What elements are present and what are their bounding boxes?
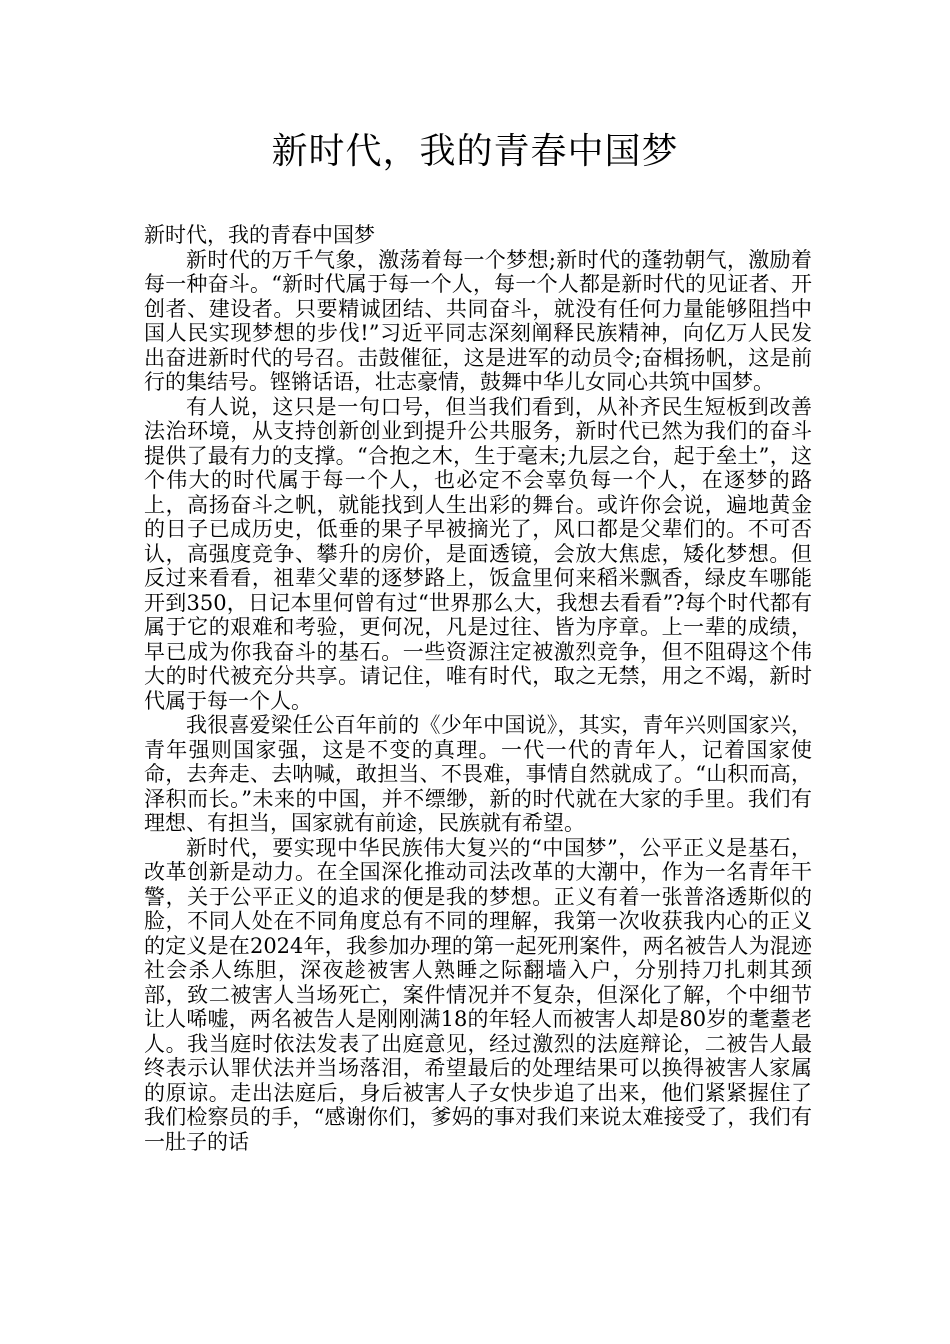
document-title: 新时代，我的青春中国梦 bbox=[271, 131, 679, 172]
document-body bbox=[144, 223, 812, 1154]
document-subtitle: 新时代，我的青春中国梦 bbox=[144, 223, 375, 247]
paragraph-1: 新时代的万千气象，激荡着每一个梦想;新时代的蓬勃朝气，激励着每一种奋斗。“新时代属于每一个人，每一个人都是新时代的见证者、开创者、建设者。只要精诚团结、共同奋斗，就没有任何力量能够阻挡中国人民实现梦想的步伐!”习近平同志深刻阐释民族精神，向亿万人民发出奋进新时代的号召。击鼓催征，这是进军的动员令;奋楫扬帆，这是前行的集结号。铿锵话语，壮志豪情，鼓舞中华儿女同心共筑中国梦。 bbox=[144, 247, 812, 394]
paragraph-3: 我很喜爱梁任公百年前的《少年中国说》，其实，青年兴则国家兴，青年强则国家强，这是不变的真理。一代一代的青年人，记着国家使命，去奔走、去呐喊，敢担当、不畏难，事情自然就成了。“山积而高，泽积而长。”未来的中国，并不缥缈，新的时代就在大家的手里。我们有理想、有担当，国家就有前途，民族就有希望。 bbox=[144, 713, 812, 835]
paragraph-2: 有人说，这只是一句口号，但当我们看到，从补齐民生短板到改善法治环境，从支持创新创业到提升公共服务，新时代已然为我们的奋斗提供了最有力的支撑。“合抱之木，生于毫末;九层之台，起于垒土”，这个伟大的时代属于每一个人，也必定不会辜负每一个人，在逐梦的路上，高扬奋斗之帆，就能找到人生出彩的舞台。或许你会说，遍地黄金的日子已成历史，低垂的果子早被摘光了，风口都是父辈们的。不可否认，高强度竞争、攀升的房价，是面透镜，会放大焦虑，矮化梦想。但反过来看看，祖辈父辈的逐梦路上，饭盒里何来稻米飘香，绿皮车哪能开到350，日记本里何曾有过“世界那么大，我想去看看”?每个时代都有属于它的艰难和考验，更何况，凡是过往、皆为序章。上一辈的成绩，早已成为你我奋斗的基石。一些资源注定被激烈竞争，但不阻碍这个伟大的时代被充分共享。请记住，唯有时代，取之无禁，用之不竭，新时代属于每一个人。 bbox=[144, 394, 812, 713]
paragraph-4: 新时代，要实现中华民族伟大复兴的“中国梦”，公平正义是基石，改革创新是动力。在全国深化推动司法改革的大潮中，作为一名青年干警，关于公平正义的追求的便是我的梦想。正义有着一张普洛透斯似的脸，不同人处在不同角度总有不同的理解，我第一次收获我内心的正义的定义是在2024年，我参加办理的第一起死刑案件，两名被告人为混迹社会杀人练胆，深夜趁被害人熟睡之际翻墙入户，分别持刀扎刺其颈部，致二被害人当场死亡，案件情况并不复杂，但深化了解，个中细节让人唏嘘，两名被告人是刚刚满18的年轻人而被害人却是80岁的耄耋老人。我当庭时依法发表了出庭意见，经过激烈的法庭辩论，二被告人最终表示认罪伏法并当场落泪，希望最后的处理结果可以换得被害人家属的原谅。走出法庭后，身后被害人子女快步追了出来，他们紧紧握住了我们检察员的手，“感谢你们，爹妈的事对我们来说太难接受了，我们有一肚子的话 bbox=[144, 835, 812, 1154]
